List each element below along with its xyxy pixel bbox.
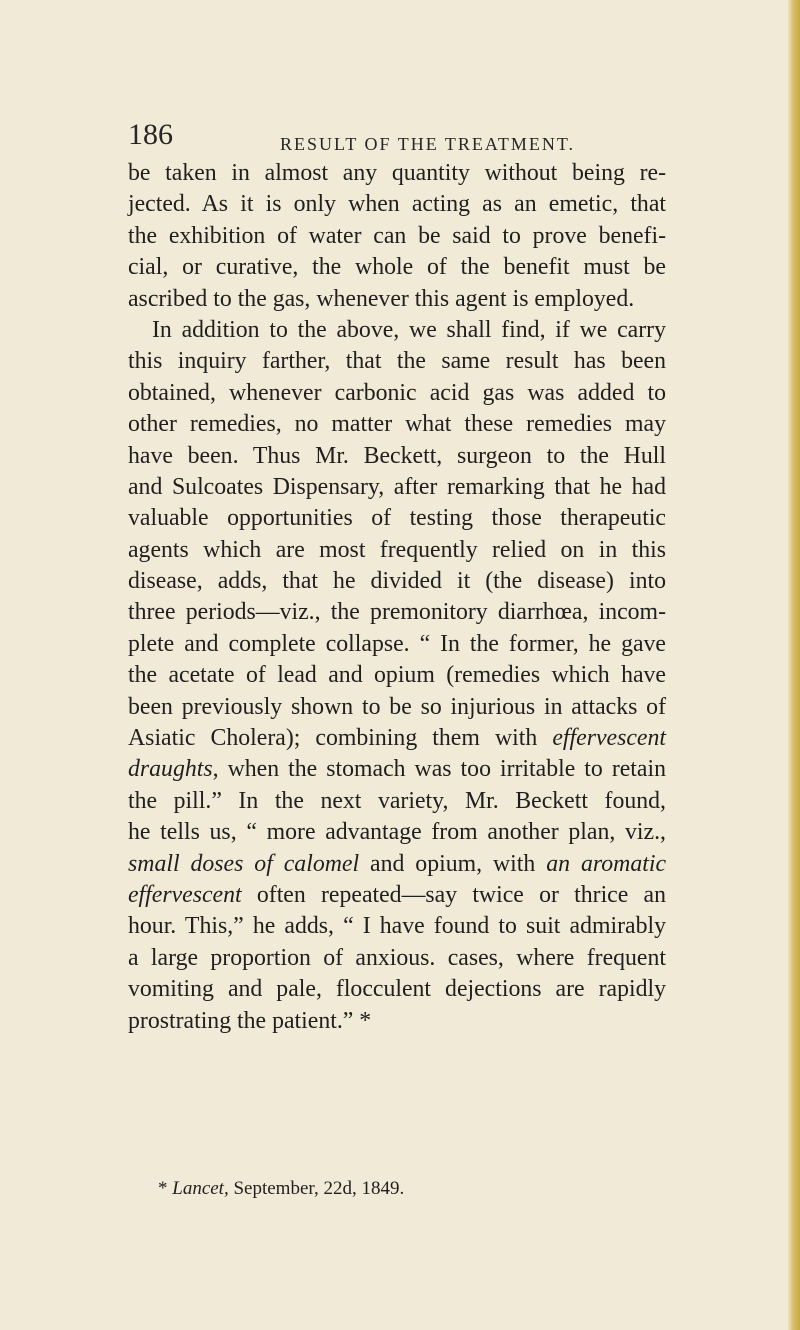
text-line: plete and complete collapse. “ In the former, he gave: [128, 630, 666, 657]
italic-text: an aromatic: [546, 850, 667, 877]
body-text: [128, 158, 666, 1037]
text-line: be taken in almost any quantity without being re-: [128, 160, 666, 186]
page-edge: [788, 0, 800, 1330]
text-line: a large proportion of anxious. cases, where frequent: [128, 944, 666, 971]
footnote-date: September, 22d, 1849.: [233, 1178, 405, 1199]
text-line: Asiatic Cholera); combining them with effervescent: [128, 725, 667, 752]
text-line: ascribed to the gas, whenever this agent is employed.: [128, 285, 635, 312]
footnote-source: Lancet,: [172, 1178, 229, 1199]
text-line: cial, or curative, the whole of the benefit must be: [128, 254, 666, 281]
text-line: disease, adds, that he divided it (the disease) into: [128, 568, 666, 595]
text-line: the acetate of lead and opium (remedies which have: [128, 662, 666, 689]
text-line: prostrating the patient.” *: [128, 1007, 372, 1034]
text-line: this inquiry farther, that the same result has been: [128, 348, 666, 375]
italic-text: effervescent: [128, 881, 242, 908]
italic-text: effervescent: [552, 725, 667, 752]
text-line: jected. As it is only when acting as an emetic, that: [128, 191, 666, 218]
text-line: three periods—viz., the premonitory diarrhœa, incom-: [128, 599, 666, 626]
page-header: [128, 118, 648, 162]
text-line: he tells us, “ more advantage from another plan, viz.,: [128, 819, 666, 846]
footnote: [158, 1178, 404, 1200]
text-line: In addition to the above, we shall find, if we carry: [152, 316, 666, 343]
running-head: RESULT OF THE TREATMENT.: [280, 134, 576, 154]
page-number: 186: [128, 118, 173, 151]
italic-text: draughts: [128, 756, 213, 783]
text-line: and Sulcoates Dispensary, after remarking that he had: [128, 473, 666, 500]
text-line: valuable opportunities of testing those therapeutic: [128, 505, 666, 532]
text-line: obtained, whenever carbonic acid gas was added to: [128, 379, 666, 406]
text-line: the exhibition of water can be said to prove benefi-: [128, 222, 666, 249]
italic-text: small doses of calomel: [128, 850, 360, 877]
text-line: vomiting and pale, flocculent dejections are rapidly: [128, 976, 666, 1003]
text-line: been previously shown to be so injurious in attacks of: [128, 693, 666, 720]
text-line: effervescent often repeated—say twice or thrice an: [128, 881, 666, 908]
text-line: small doses of calomel and opium, with an aromatic: [128, 850, 667, 877]
text-line: other remedies, no matter what these remedies may: [128, 411, 666, 438]
footnote-marker: *: [158, 1178, 168, 1199]
text-line: draughts, when the stomach was too irritable to retain: [128, 756, 666, 783]
text-line: hour. This,” he adds, “ I have found to suit admirably: [128, 913, 666, 940]
text-line: agents which are most frequently relied on in this: [128, 536, 666, 563]
text-line: the pill.” In the next variety, Mr. Beckett found,: [128, 787, 666, 814]
text-line: have been. Thus Mr. Beckett, surgeon to the Hull: [128, 442, 666, 469]
